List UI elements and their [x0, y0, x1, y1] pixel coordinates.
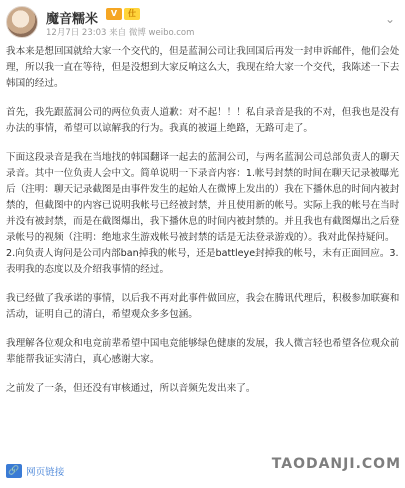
post-body: [6, 44, 400, 410]
username[interactable]: 魔音糯米: [46, 12, 99, 27]
link-icon: 🔗: [6, 464, 22, 478]
chevron-down-icon[interactable]: ⌄: [384, 12, 395, 26]
vip-badge-icon: V: [106, 8, 122, 20]
verified-badge-icon: 仕: [124, 8, 140, 20]
paragraph: 我本来是想回国就给大家一个交代的，但是蓝洞公司让我回国后再发一封申诉邮件，他们会处理，所以我一直在等待，但是没想到大家反响这么大，我现在给大家一个交代，我陈述一下去韩国的经过。: [6, 46, 400, 89]
watermark: TAODANJI.COM: [271, 456, 401, 472]
paragraph: 我理解各位观众和电竞前辈希望中国电竞能够绿色健康的发展，我人微言轻也希望各位观众前辈能帮我证实清白，真心感谢大家。: [6, 338, 400, 365]
link-text[interactable]: 网页链接: [26, 467, 65, 478]
paragraph: 首先，我先跟蓝洞公司的两位负责人道歉：对不起！！！私自录音是我的不对，但我也是没有办法的事情，希望可以谅解我的行为。我真的被逼上绝路，无路可走了。: [6, 107, 400, 134]
post-header: [0, 0, 405, 44]
paragraph: 我已经做了我承诺的事情，以后我不再对此事件做回应，我会在腾讯代理后，积极参加联赛和活动，证明自己的清白，希望观众多多包涵。: [6, 293, 400, 320]
paragraph: 之前发了一条，但还没有审核通过，所以音频先发出来了。: [6, 383, 256, 394]
avatar[interactable]: [6, 6, 38, 38]
web-link[interactable]: [6, 462, 64, 480]
post-meta: 12月7日 23:03 来自 微博 weibo.com: [46, 28, 195, 38]
paragraph: 下面这段录音是我在当地找的韩国翻译一起去的蓝洞公司，与两名蓝洞公司总部负责人的聊天录音。其中一位负责人会中文。简单说明一下录音内容：1.帐号封禁的时间在聊天记录被曝光后（注明：聊天记录截图是由事件发生的起始人在微博上发出的）我在下播休息的时间内被封禁的，但截图中的内容已说明我帐号已经被封禁，并且使用新的帐号。实际上我的帐号在当时并没有被封禁，而是在截图爆出，我下播休息的时间内被封禁的。并且我也有截图爆出之后登录帐号的视频（注明：绝地求生游戏帐号被封禁的话是无法登录游戏的）。我对此保持疑问。2.向负责人询问是公司内部ban掉我的帐号，还是battleye封掉我的帐号，未有正面回应。3.表明我的态度以及介绍我事情的经过。: [6, 152, 400, 275]
